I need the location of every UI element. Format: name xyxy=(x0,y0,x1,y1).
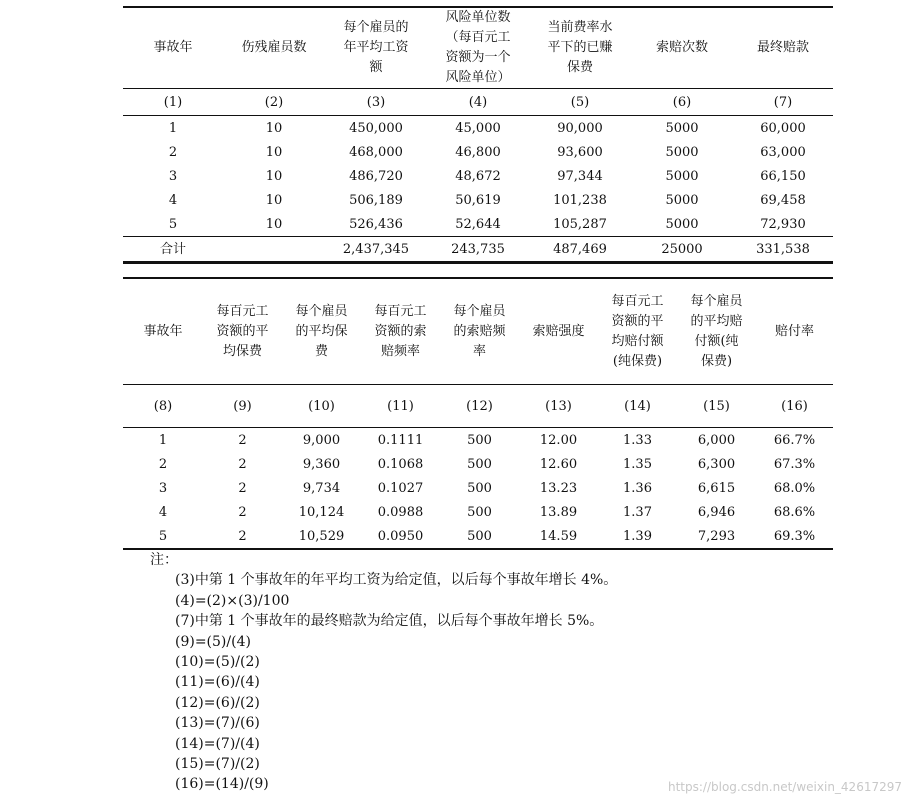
column-header: 每百元工 资额的平 均保费 xyxy=(216,303,269,359)
table-cell: 68.0% xyxy=(773,480,816,496)
table-cell: 6,300 xyxy=(697,456,736,472)
table-cell: 9,000 xyxy=(302,432,341,448)
column-number: (11) xyxy=(361,385,440,428)
column-header: 事故年 xyxy=(143,323,183,339)
notes xyxy=(150,550,617,795)
table-cell: 2 xyxy=(158,456,168,472)
column-number: (13) xyxy=(519,385,598,428)
table-row xyxy=(123,212,833,237)
table-cell: 52,644 xyxy=(455,216,501,232)
column-header: 伤残雇员数 xyxy=(241,40,307,55)
table-cell: 68.6% xyxy=(773,504,816,520)
table-cell: 72,930 xyxy=(760,216,806,232)
note-line: (16)=(14)/(9) xyxy=(175,776,269,793)
table-cell: 6,615 xyxy=(697,480,736,496)
table-cell: 13.89 xyxy=(539,504,578,520)
column-header: 索赔强度 xyxy=(532,323,585,339)
note-line: (11)=(6)/(4) xyxy=(175,674,260,691)
table-cell: 105,287 xyxy=(553,216,607,232)
table-row xyxy=(123,140,833,164)
table-cell: 1 xyxy=(168,120,178,136)
column-header: 当前费率水 平下的已赚 保费 xyxy=(547,20,613,75)
table-cell: 2 xyxy=(238,432,247,448)
table-cell: 0.1111 xyxy=(377,432,424,448)
column-number: (1) xyxy=(123,89,223,116)
table-cell: 500 xyxy=(467,504,492,520)
table-cell: 101,238 xyxy=(553,192,607,208)
table-cell: 506,189 xyxy=(349,192,403,208)
table-cell: 5000 xyxy=(665,168,699,184)
column-number: (12) xyxy=(440,385,519,428)
table-cell: 4 xyxy=(158,504,168,520)
table-cell: 2 xyxy=(238,528,247,544)
table-cell: 0.1068 xyxy=(377,456,424,472)
column-number: (5) xyxy=(529,89,631,116)
notes-title: 注： xyxy=(150,552,178,568)
table-cell: 486,720 xyxy=(349,168,403,184)
table-row xyxy=(123,500,833,524)
total-row xyxy=(123,237,833,263)
table-cell: 1.39 xyxy=(623,528,652,544)
table-cell: 3 xyxy=(168,168,178,184)
total-cell: 合计 xyxy=(123,237,223,263)
table-cell: 14.59 xyxy=(539,528,578,544)
table-row xyxy=(123,116,833,141)
table-cell: 90,000 xyxy=(557,120,603,136)
watermark: https://blog.csdn.net/weixin_42617297 xyxy=(667,780,902,794)
table-cell: 66,150 xyxy=(760,168,806,184)
table-row xyxy=(123,476,833,500)
header-row xyxy=(123,278,833,385)
table-cell: 10 xyxy=(265,120,283,136)
table-cell: 12.00 xyxy=(539,432,578,448)
table-row xyxy=(123,524,833,549)
table-cell: 60,000 xyxy=(760,120,806,136)
table-cell: 97,344 xyxy=(557,168,603,184)
column-header: 索赔次数 xyxy=(655,40,708,55)
table-cell: 69.3% xyxy=(773,528,816,544)
table-cell: 48,672 xyxy=(455,168,501,184)
column-header: 每个雇员 的平均赔 付额(纯 保费) xyxy=(690,293,743,369)
column-number: (15) xyxy=(677,385,756,428)
table-cell: 500 xyxy=(467,480,492,496)
column-header: 每百元工 资额的平 均赔付额 (纯保费) xyxy=(611,293,664,369)
table-cell: 9,734 xyxy=(302,480,341,496)
note-line: (14)=(7)/(4) xyxy=(175,735,260,752)
table-cell: 6,946 xyxy=(697,504,736,520)
table-cell: 5000 xyxy=(665,120,699,136)
table-cell: 63,000 xyxy=(760,144,806,160)
table-cell: 2 xyxy=(238,480,247,496)
table-row xyxy=(123,452,833,476)
column-number-row xyxy=(123,385,833,428)
column-number: (7) xyxy=(733,89,833,116)
note-line: (7)中第 1 个事故年的最终赔款为给定值，以后每个事故年增长 5%。 xyxy=(175,613,604,630)
column-header: 每个雇员 的平均保 费 xyxy=(295,303,348,359)
table-cell: 12.60 xyxy=(539,456,578,472)
note-line: (9)=(5)/(4) xyxy=(175,633,251,650)
total-cell xyxy=(223,237,325,263)
column-header: 风险单位数 （每百元工 资额为一个 风险单位） xyxy=(445,10,511,85)
table-2 xyxy=(123,277,833,550)
table-cell: 45,000 xyxy=(455,120,501,136)
table-cell: 13.23 xyxy=(539,480,578,496)
column-header: 赔付率 xyxy=(774,323,814,339)
table-cell: 3 xyxy=(158,480,168,496)
table-cell: 2 xyxy=(238,456,247,472)
note-line: (4)=(2)×(3)/100 xyxy=(175,592,290,609)
column-header: 每个雇员的 年平均工资 额 xyxy=(343,20,409,75)
table-cell: 10,124 xyxy=(298,504,345,520)
table-cell: 526,436 xyxy=(349,216,403,232)
table-cell: 450,000 xyxy=(349,120,403,136)
total-cell: 2,437,345 xyxy=(325,237,427,263)
table-cell: 1.35 xyxy=(623,456,652,472)
table-cell: 10,529 xyxy=(298,528,345,544)
table-cell: 1 xyxy=(158,432,168,448)
column-header: 每个雇员 的索赔频 率 xyxy=(453,303,506,359)
table-cell: 10 xyxy=(265,216,283,232)
table-cell: 50,619 xyxy=(455,192,501,208)
note-line: (3)中第 1 个事故年的年平均工资为给定值，以后每个事故年增长 4%。 xyxy=(175,572,618,589)
total-cell: 331,538 xyxy=(733,237,833,263)
table-row xyxy=(123,188,833,212)
table-cell: 46,800 xyxy=(455,144,501,160)
table-cell: 500 xyxy=(467,528,492,544)
table-row xyxy=(123,164,833,188)
total-cell: 487,469 xyxy=(529,237,631,263)
column-number: (3) xyxy=(325,89,427,116)
table-cell: 500 xyxy=(467,432,492,448)
table-cell: 0.1027 xyxy=(377,480,424,496)
table-cell: 1.36 xyxy=(623,480,652,496)
column-number: (6) xyxy=(631,89,733,116)
note-line: (12)=(6)/(2) xyxy=(175,694,260,711)
note-line: (15)=(7)/(2) xyxy=(175,756,260,773)
table-cell: 500 xyxy=(467,456,492,472)
column-header: 最终赔款 xyxy=(756,40,809,55)
note-line: (13)=(7)/(6) xyxy=(175,715,260,732)
table-cell: 69,458 xyxy=(760,192,806,208)
column-number: (16) xyxy=(756,385,833,428)
table-cell: 10 xyxy=(265,192,283,208)
table-cell: 1.37 xyxy=(623,504,652,520)
column-header: 事故年 xyxy=(153,40,193,55)
column-number: (9) xyxy=(203,385,282,428)
table-cell: 0.0988 xyxy=(377,504,424,520)
table-cell: 5000 xyxy=(665,144,699,160)
table-cell: 468,000 xyxy=(349,144,403,160)
table-cell: 10 xyxy=(265,168,283,184)
table-separator xyxy=(123,262,833,267)
table-cell: 2 xyxy=(238,504,247,520)
header-row xyxy=(123,7,833,89)
column-number: (2) xyxy=(223,89,325,116)
total-cell: 243,735 xyxy=(427,237,529,263)
table-cell: 7,293 xyxy=(697,528,736,544)
table-cell: 10 xyxy=(265,144,283,160)
table-cell: 2 xyxy=(168,144,178,160)
column-number: (4) xyxy=(427,89,529,116)
column-number: (8) xyxy=(123,385,203,428)
table-1 xyxy=(123,6,833,263)
table-row xyxy=(123,428,833,453)
table-cell: 93,600 xyxy=(557,144,603,160)
table-cell: 5 xyxy=(168,216,178,232)
table-cell: 6,000 xyxy=(697,432,736,448)
column-number: (10) xyxy=(282,385,361,428)
total-cell: 25000 xyxy=(631,237,733,263)
table-cell: 4 xyxy=(168,192,178,208)
table-cell: 66.7% xyxy=(773,432,816,448)
table-cell: 5000 xyxy=(665,192,699,208)
table-cell: 5 xyxy=(158,528,168,544)
note-line: (10)=(5)/(2) xyxy=(175,654,260,671)
column-number-row xyxy=(123,89,833,116)
table-cell: 1.33 xyxy=(623,432,652,448)
column-header: 每百元工 资额的索 赔频率 xyxy=(374,303,427,359)
column-number: (14) xyxy=(598,385,677,428)
table-cell: 67.3% xyxy=(773,456,816,472)
table-cell: 5000 xyxy=(665,216,699,232)
table-cell: 9,360 xyxy=(302,456,341,472)
table-cell: 0.0950 xyxy=(377,528,424,544)
